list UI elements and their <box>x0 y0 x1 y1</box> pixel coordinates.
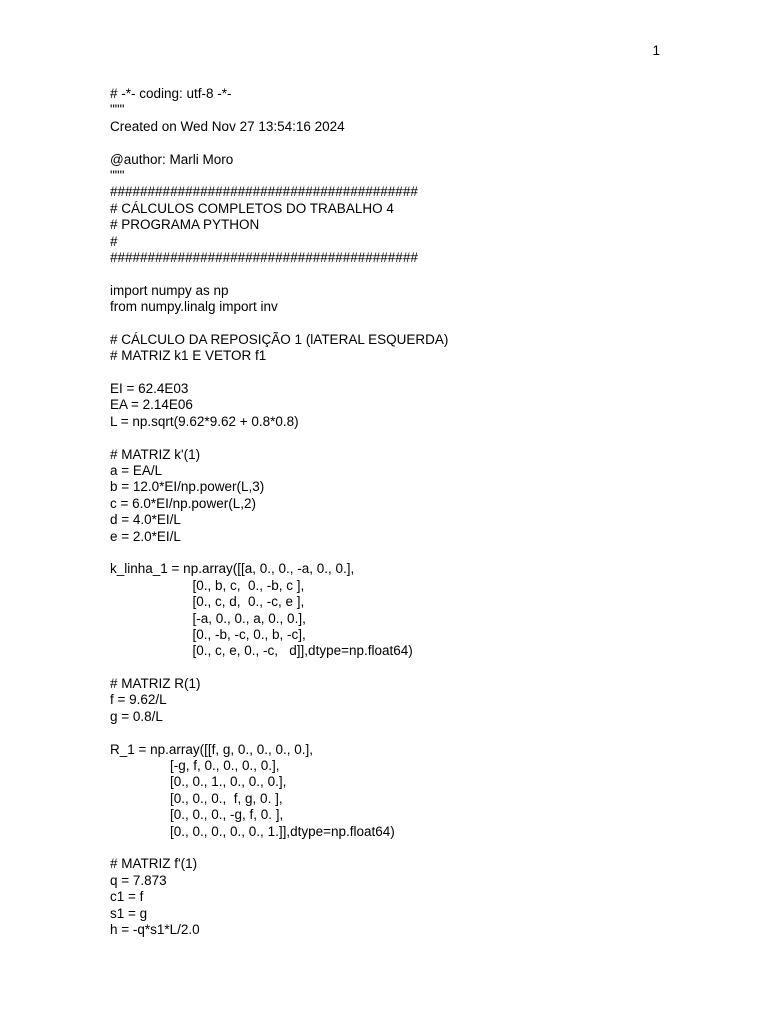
code-line: [0., 0., 0., f, g, 0. ], <box>110 790 283 806</box>
code-line: k_linha_1 = np.array([[a, 0., 0., -a, 0., 0.], <box>110 561 355 577</box>
code-line: # MATRIZ k1 E VETOR f1 <box>110 348 267 364</box>
code-line: [-a, 0., 0., a, 0., 0.], <box>110 610 306 626</box>
code-line <box>110 135 730 151</box>
code-line: L = np.sqrt(9.62*9.62 + 0.8*0.8) <box>110 413 299 429</box>
code-line <box>110 430 730 446</box>
code-line: # CÁLCULOS COMPLETOS DO TRABALHO 4 <box>110 200 394 216</box>
code-line: q = 7.873 <box>110 872 167 888</box>
code-line: f = 9.62/L <box>110 692 167 708</box>
code-line: EI = 62.4E03 <box>110 381 189 397</box>
code-line <box>110 660 730 676</box>
code-line: [0., c, d, 0., -c, e ], <box>110 594 305 610</box>
code-line: ######################################### <box>110 184 418 200</box>
code-line: [0., 0., 0., -g, f, 0. ], <box>110 807 284 823</box>
code-line: b = 12.0*EI/np.power(L,3) <box>110 479 265 495</box>
code-listing <box>110 86 730 938</box>
code-line: """ <box>110 102 125 118</box>
code-line: Created on Wed Nov 27 13:54:16 2024 <box>110 118 345 134</box>
code-line <box>110 545 730 561</box>
code-line: s1 = g <box>110 905 148 921</box>
code-line: import numpy as np <box>110 282 229 298</box>
code-line: a = EA/L <box>110 462 163 478</box>
code-line <box>110 266 730 282</box>
code-line: # MATRIZ k'(1) <box>110 446 201 462</box>
code-line: EA = 2.14E06 <box>110 397 193 413</box>
code-line: [-g, f, 0., 0., 0., 0.], <box>110 758 280 774</box>
code-line: g = 0.8/L <box>110 708 163 724</box>
code-line: # PROGRAMA PYTHON <box>110 217 260 233</box>
code-line <box>110 725 730 741</box>
code-line: """ <box>110 167 125 183</box>
code-line: d = 4.0*EI/L <box>110 512 181 528</box>
code-line <box>110 365 730 381</box>
code-line: [0., 0., 0., 0., 0., 1.]],dtype=np.float64) <box>110 823 395 839</box>
code-line: [0., 0., 1., 0., 0., 0.], <box>110 774 287 790</box>
code-line: # CÁLCULO DA REPOSIÇÃO 1 (lATERAL ESQUERDA) <box>110 331 449 347</box>
code-line: from numpy.linalg import inv <box>110 299 278 315</box>
code-line <box>110 840 730 856</box>
code-line: # <box>110 233 118 249</box>
code-line <box>110 315 730 331</box>
code-line: e = 2.0*EI/L <box>110 528 181 544</box>
code-line: c1 = f <box>110 889 144 905</box>
code-line: # MATRIZ R(1) <box>110 676 201 692</box>
code-line: c = 6.0*EI/np.power(L,2) <box>110 495 256 511</box>
code-line: [0., -b, -c, 0., b, -c], <box>110 626 306 642</box>
code-line: ######################################### <box>110 249 418 265</box>
page-number: 1 <box>652 43 660 58</box>
code-line: R_1 = np.array([[f, g, 0., 0., 0., 0.], <box>110 741 313 757</box>
code-line: # MATRIZ f'(1) <box>110 856 198 872</box>
code-line: [0., b, c, 0., -b, c ], <box>110 577 305 593</box>
code-line: # -*- coding: utf-8 -*- <box>110 86 232 101</box>
code-line: @author: Marli Moro <box>110 151 234 167</box>
code-line: h = -q*s1*L/2.0 <box>110 921 200 937</box>
code-line: [0., c, e, 0., -c, d]],dtype=np.float64) <box>110 643 413 659</box>
